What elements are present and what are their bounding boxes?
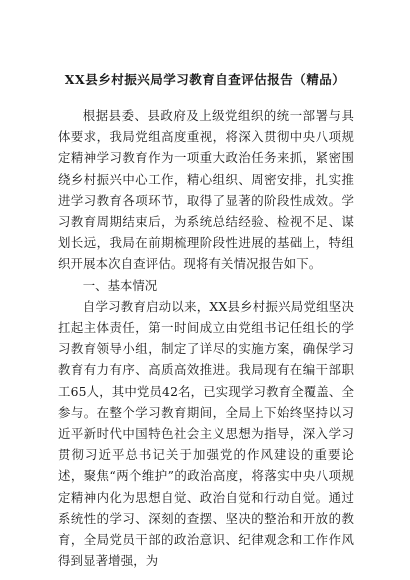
document-title: XX县乡村振兴局学习教育自查评估报告（精品） <box>64 72 346 87</box>
basic-info-paragraph: 自学习教育启动以来，XX县乡村振兴局党组坚决扛起主体责任，第一时间成立由党组书记任组长的学习教育领导小组，制定了详尽的实施方案，确保学习教育有力有序、高质高效推进。我局现有在编干部职工65人，其中党员42名，已实现学习教育全覆盖、全参与。在整个学习教育期间，全局上下始终坚持以习近平新时代中国特色社会主义思想为指导，深入学习贯彻习近平总书记关于加强党的作风建设的重要论述，聚焦“两个维护”的政治高度，将落实中央八项规定精神内化为思想自觉、政治自觉和行动自觉。通过系统性的学习、深刻的查摆、坚决的整治和开放的教育，全局党员干部的政治意识、纪律观念和工作作风得到显著增强，为 <box>58 298 354 569</box>
section-heading-basic-info: 一、基本情况 <box>82 277 158 293</box>
document-body <box>58 105 354 571</box>
intro-paragraph: 根据县委、县政府及上级党组织的统一部署与具体要求，我局党组高度重视，将深入贯彻中央八项规定精神学习教育作为一项重大政治任务来抓，紧密围绕乡村振兴中心工作，精心组织、周密安排，扎实推进学习教育各项环节，取得了显著的阶段性成效。学习教育周期结束后，为系统总结经验、检视不足、谋划长远，我局在前期梳理阶段性进展的基础上，特组织开展本次自查评估。现将有关情况报告如下。 <box>58 108 354 272</box>
